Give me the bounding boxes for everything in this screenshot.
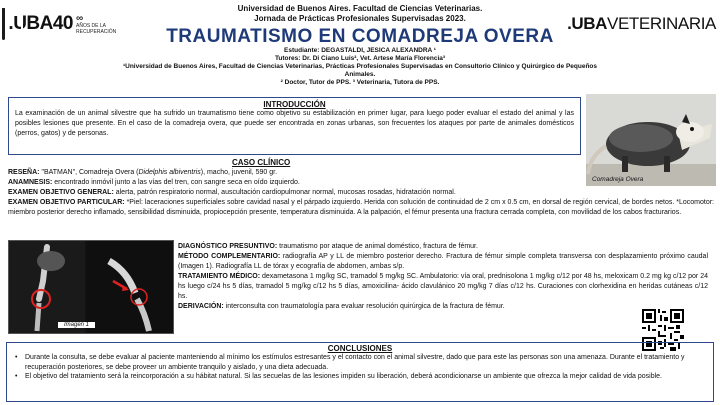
intro-box <box>8 97 581 155</box>
xray-illustration <box>9 241 174 334</box>
derivacion-text: interconsulta con traumatología para evaluar resolución quirúrgica de la fractura de fémur. <box>225 303 505 310</box>
uba40-logo <box>2 4 117 44</box>
metodo-label: MÉTODO COMPLEMENTARIO: <box>178 253 283 260</box>
metodo-line <box>178 252 708 272</box>
header-affiliation-1: ¹Universidad de Buenos Aires, Facultad de Ciencias Veterinarias, Prácticas Profesionales Supervisadas en Consultorio Clínico y Quirúrgico de Pequeños Animales. <box>122 63 598 78</box>
conclusion-item: • El objetivo del tratamiento será la reincorporación a su hábitat natural. Si las secuelas de las lesiones impiden su liberación, deberá acondicionarse un ambiente que ofrezca la mejor calidad de vida posible. <box>15 372 705 382</box>
diagnostico-label: DIAGNÓSTICO PRESUNTIVO: <box>178 243 280 250</box>
header-tutors: Tutores: Dr. Di Ciano Luis², Vet. Artese María Florencia³ <box>274 55 446 62</box>
resena-text-b: ), macho, juvenil, 590 gr. <box>200 169 278 176</box>
conclusions-heading: CONCLUSIONES <box>327 344 393 353</box>
resena-text-a: "BATMAN", Comadreja Overa ( <box>41 169 139 176</box>
opossum-illustration <box>586 94 716 186</box>
caso-clinico-heading: CASO CLÍNICO <box>232 158 291 167</box>
uba40-infinity: ∞ <box>76 12 84 24</box>
header-event: Jornada de Prácticas Profesionales Supervisadas 2023. <box>254 14 466 23</box>
xray-image <box>8 240 174 334</box>
xray-caption: Imagen 1 <box>58 322 95 328</box>
header-university: Universidad de Buenos Aires. Facultad de Ciencias Veterinarias. <box>237 4 483 13</box>
tratamiento-text: dexametasona 1 mg/kg SC, tramadol 5 mg/kg SC. Ambulatorio: vía oral, prednisolona 1 mg/kg c/12 por 48 hs, meloxicam 0.2 mg kg c/12 por 24 hs luego c/24 hs 5 días, tramadol 5 mg/kg c/12 hs 5 días, amoxicilina- ácido clavulánico 20 mg/kg 7 días c/12 hs. Curaciones con clorhexidina en heridas cutáneas c/12 hs. <box>178 273 708 300</box>
resena-label: RESEÑA: <box>8 169 42 176</box>
general-exam-text: alerta, patrón respiratorio normal, auscultación cardiopulmonar normal, mucosas rosadas, hidratación normal. <box>115 189 456 196</box>
uba40-subtitle: AÑOS DE LA RECUPERACIÓN <box>76 22 117 35</box>
metodo-text: radiografía AP y LL de miembro posterior derecho. Fractura de fémur simple completa transversa con desplazamiento próximo caudal (Imagen 1). Radiografía LL de tórax y ecografía de abdomen, ambas s/p. <box>178 253 709 270</box>
uba-shield-icon <box>2 8 5 40</box>
tratamiento-label: TRATAMIENTO MÉDICO: <box>178 273 263 280</box>
opossum-photo-caption: Comadreja Overa <box>592 176 644 183</box>
derivacion-label: DERIVACIÓN: <box>178 303 226 310</box>
general-exam-label: EXAMEN OBJETIVO GENERAL: <box>8 189 116 196</box>
general-exam-line <box>8 188 714 198</box>
conclusions-box <box>6 342 714 402</box>
derivacion-line <box>178 302 708 312</box>
anamnesis-line <box>8 178 584 188</box>
intro-body: La examinación de un animal silvestre que ha sufrido un traumatismo tiene como objetivo su estabilización en primer lugar, para luego poder evaluar el estado del animal y las posibles lesiones que presente. En el caso de la comadreja overa, que puede ser encontrada en zonas urbanas, son frecuentes los ataques por parte de animales domésticos (perros, gatos) y de personas. <box>15 110 574 137</box>
opossum-photo <box>586 94 716 186</box>
caso-clinico-exams <box>8 188 714 218</box>
conclusion-item: • Durante la consulta, se debe evaluar al paciente manteniendo al mínimo los estímulos estresantes y el contacto con el animal silvestre, dado que para este las personas son una amenaza. Durante el tratamiento y recuperación posteriores, se debe proveer un ambiente tranquilo y aislado, y una dieta adecuada. <box>15 353 705 372</box>
uba-veterinaria-logo-b: VETERINARIA <box>607 14 716 33</box>
uba-veterinaria-logo-a: .UBA <box>567 14 608 33</box>
poster-title: TRAUMATISMO EN COMADREJA OVERA <box>166 26 554 47</box>
resena-species: Didelphis albiventris <box>138 169 201 176</box>
particular-exam-text: *Piel: laceraciones superficiales sobre cavidad nasal y el párpado izquierdo. Herida con solución de continuidad de 2 cm x 0.5 cm, en dorsal de región cervical, de bordes netos. *Locomotor: miembro posterior derecho inflamado, sensibilidad disminuida, propiocepción presente, temperatura disminuida. A la palpación, el fémur presenta una fractura cerrada completa, con movilidad de los cabos fracturarios. <box>8 199 714 216</box>
poster-header <box>110 4 610 87</box>
particular-exam-line <box>8 198 714 218</box>
uba40-logo-small <box>76 12 117 35</box>
resena-line <box>8 168 584 178</box>
intro-heading: INTRODUCCIÓN <box>263 100 326 109</box>
particular-exam-label: EXAMEN OBJETIVO PARTICULAR: <box>8 199 127 206</box>
uba40-logo-text: .UBA40 <box>8 13 73 34</box>
diagnostico-line <box>178 242 708 252</box>
conclusions-list <box>15 353 705 382</box>
diagnostico-text: traumatismo por ataque de animal doméstico, fractura de fémur. <box>279 243 478 250</box>
header-affiliation-2: ² Doctor, Tutor de PPS. ³ Veterinaria, Tutora de PPS. <box>280 79 440 86</box>
caso-clinico-top <box>8 168 584 188</box>
anamnesis-label: ANAMNESIS: <box>8 179 55 186</box>
diagnosis-section <box>178 242 708 312</box>
tratamiento-line <box>178 272 708 302</box>
anamnesis-text: encontrado inmóvil junto a las vías del tren, con sangre seca en oído izquierdo. <box>54 179 300 186</box>
header-student: Estudiante: DEGASTALDI, JESICA ALEXANDRA ¹ <box>284 47 436 54</box>
